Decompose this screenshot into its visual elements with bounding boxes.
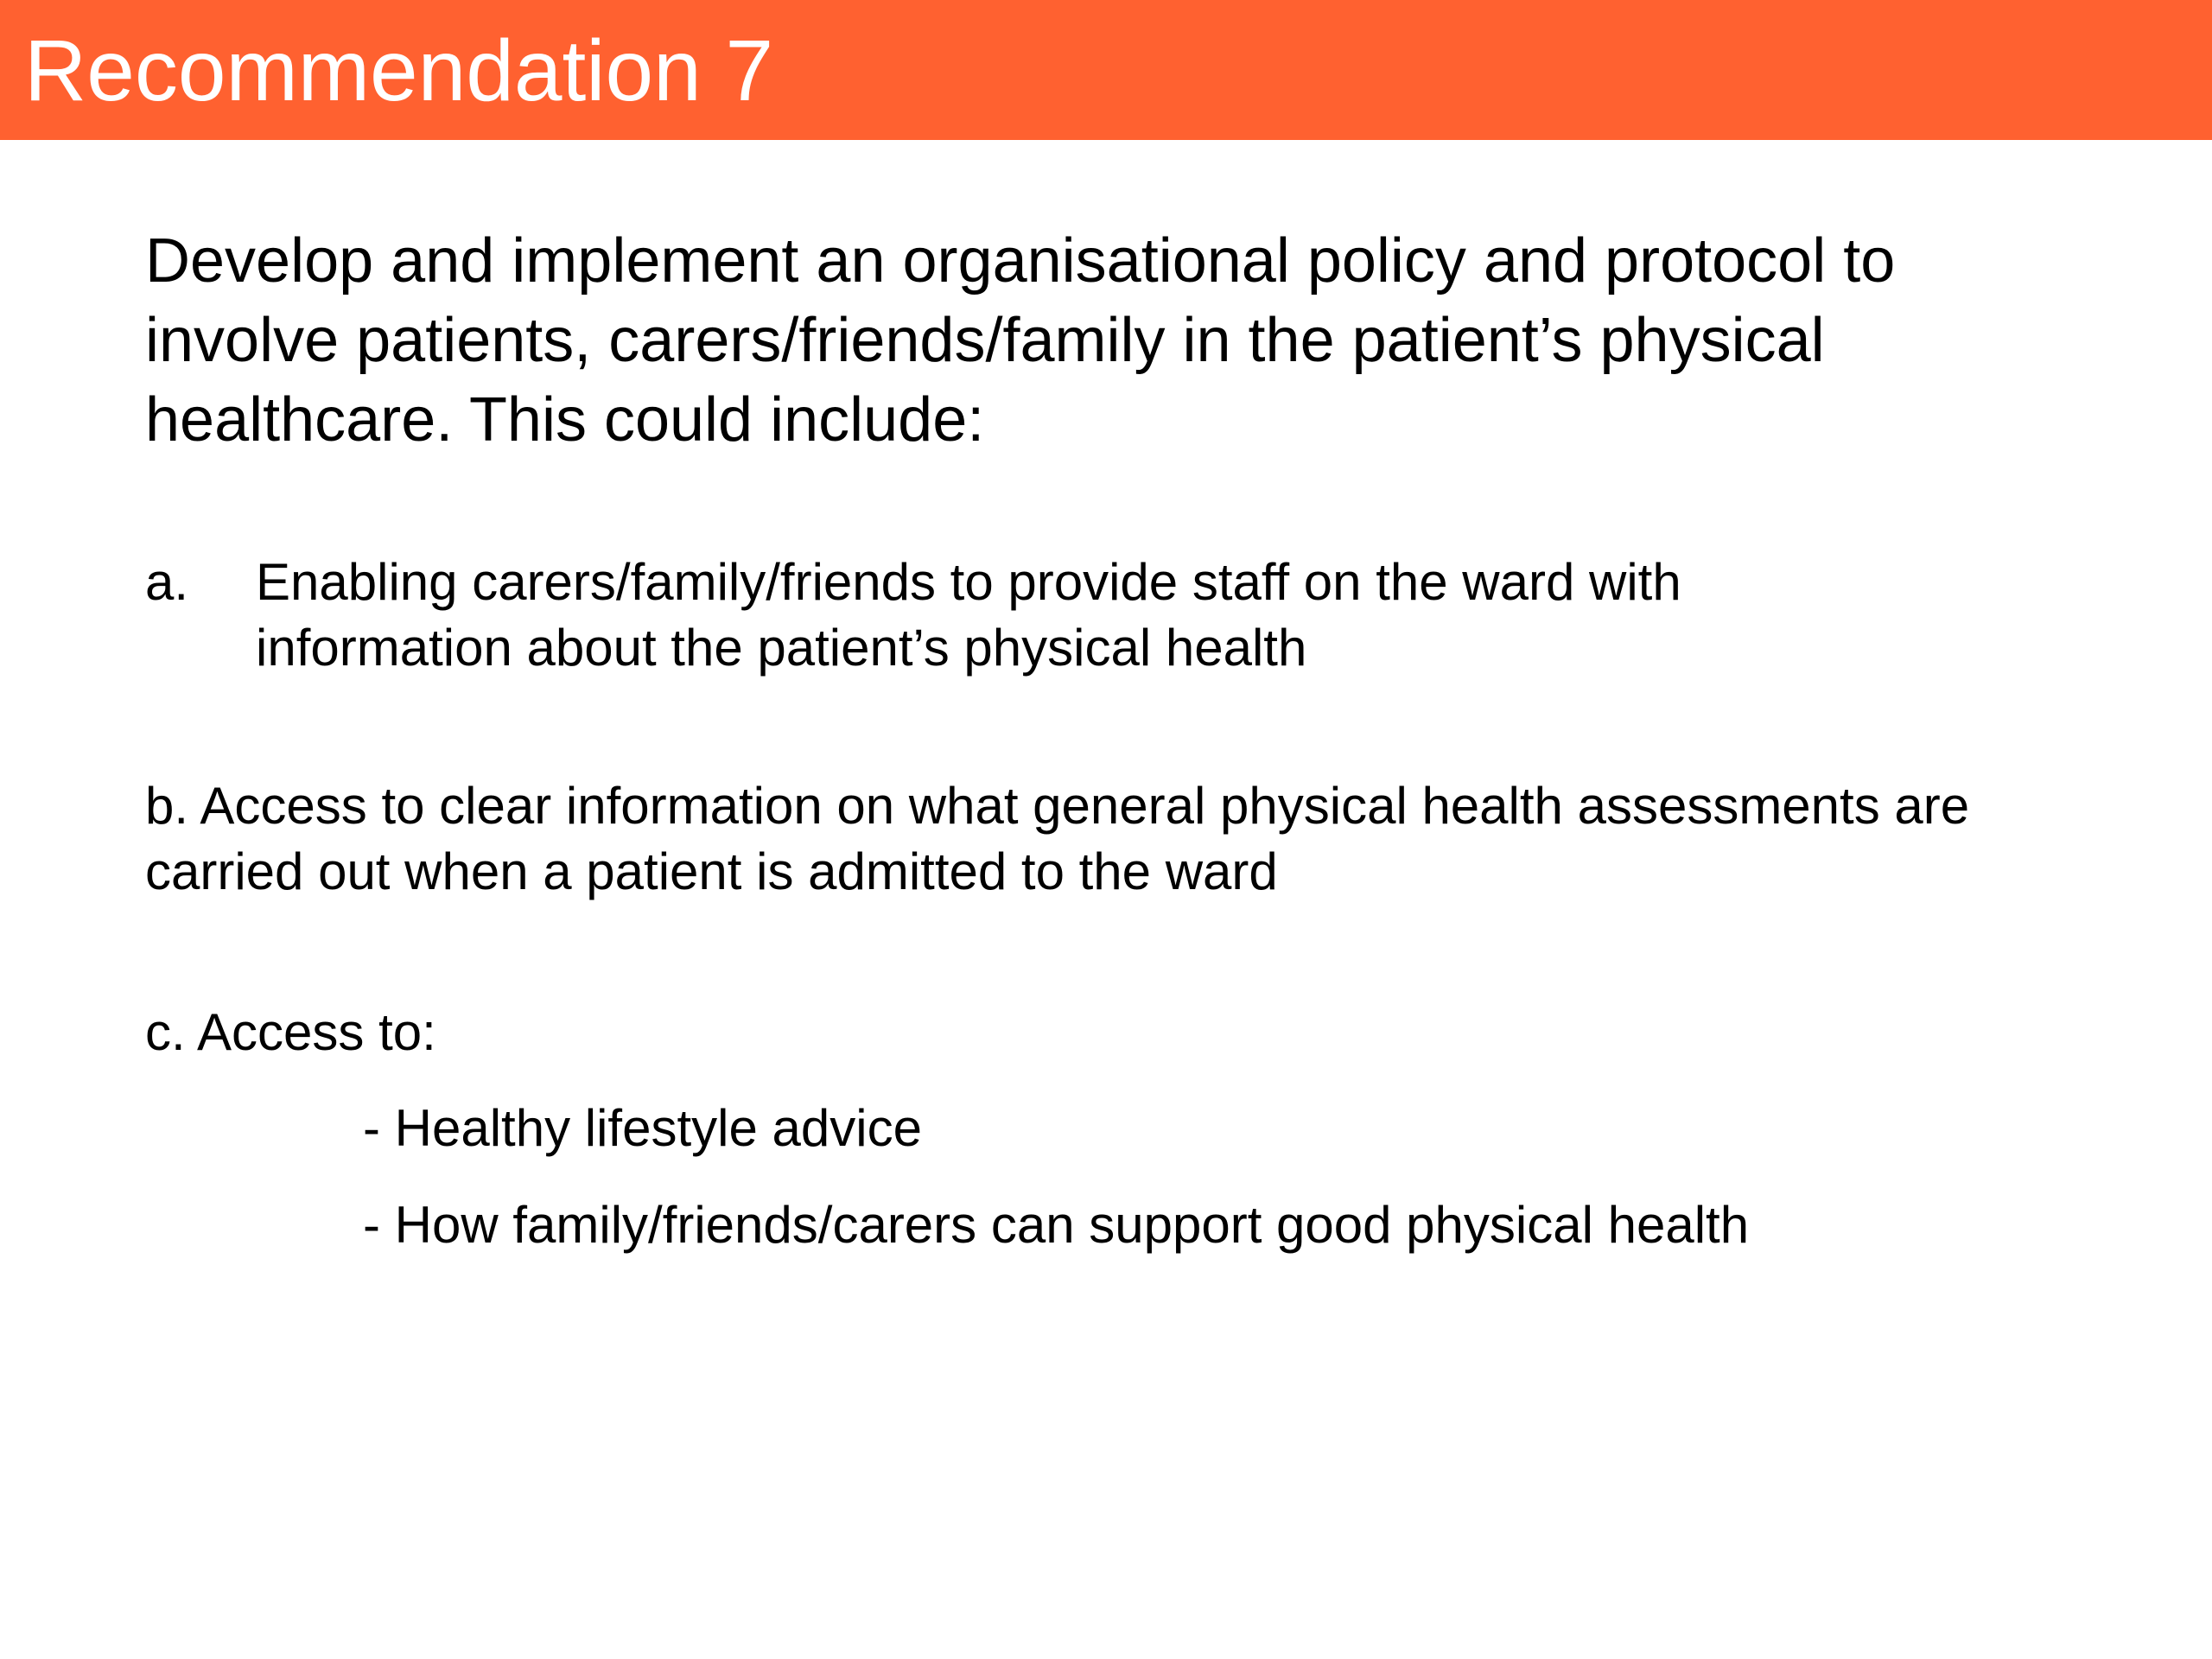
- list-item-a-line: information about the patient’s physical health: [256, 619, 1307, 677]
- intro-line: healthcare. This could include:: [145, 385, 985, 454]
- list-marker-a: a.: [145, 553, 189, 611]
- list-item-a-line: Enabling carers/family/friends to provide staff on the ward with: [256, 553, 1681, 611]
- list-item-b: [145, 773, 1969, 905]
- intro-line: Develop and implement an organisational policy and protocol to: [145, 226, 1896, 296]
- sub-item-family-support: - How family/friends/carers can support good physical health: [363, 1196, 1750, 1254]
- sub-item-healthy-lifestyle: - Healthy lifestyle advice: [363, 1099, 922, 1157]
- list-item-a: [256, 550, 1681, 681]
- slide-title: Recommendation 7: [24, 22, 774, 119]
- list-item-b-line: b. Access to clear information on what general physical health assessments are: [145, 777, 1970, 835]
- list-item-b-line: carried out when a patient is admitted to the ward: [145, 842, 1278, 900]
- title-bar: [0, 0, 2212, 140]
- intro-line: involve patients, carers/friends/family in the patient’s physical: [145, 306, 1825, 375]
- list-item-c: c. Access to:: [145, 1003, 436, 1061]
- intro-paragraph: [145, 221, 2133, 460]
